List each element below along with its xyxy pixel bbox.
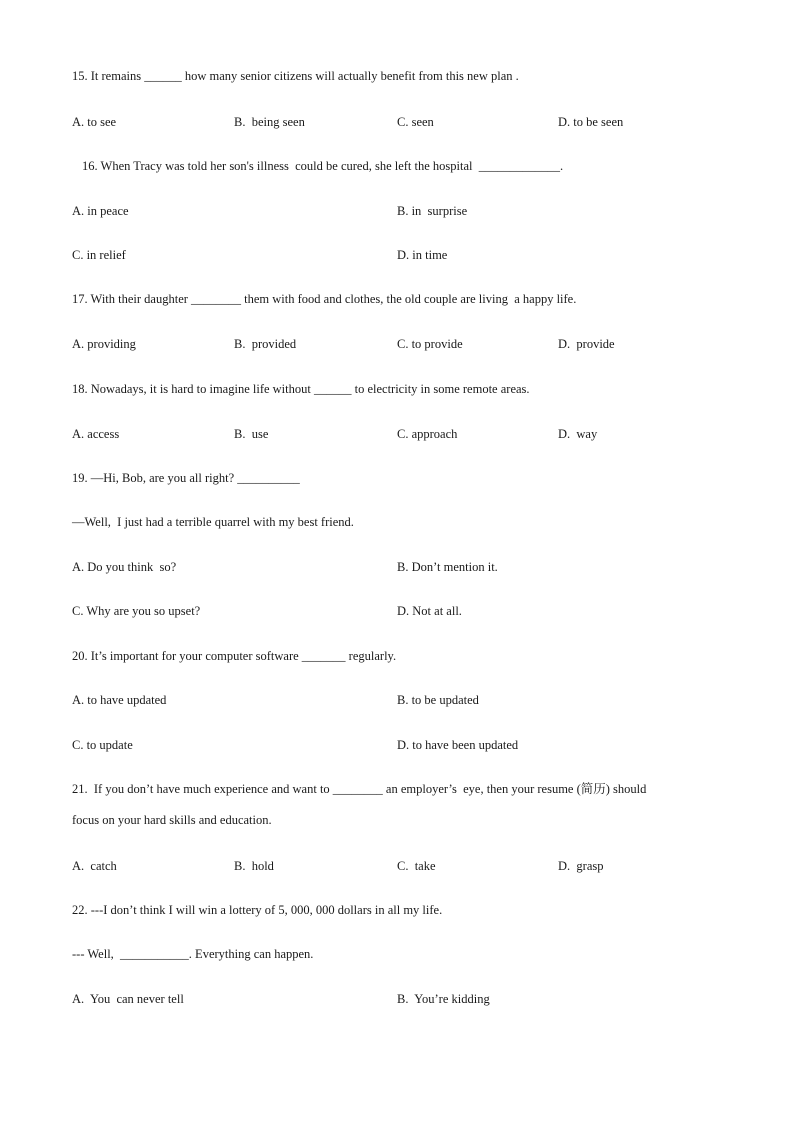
question-17-option-a[interactable]: A. providing <box>72 337 136 351</box>
question-22-option-b[interactable]: B. You’re kidding <box>397 992 490 1006</box>
question-16-option-d[interactable]: D. in time <box>397 248 448 262</box>
question-16-option-b[interactable]: B. in surprise <box>397 204 468 218</box>
question-19-option-c[interactable]: C. Why are you so upset? <box>72 604 201 618</box>
question-21-option-a[interactable]: A. catch <box>72 859 117 873</box>
question-18-option-c[interactable]: C. approach <box>397 427 458 441</box>
question-22-stem: 22. ---I don’t think I will win a lottery of 5, 000, 000 dollars in all my life. <box>72 903 443 917</box>
question-16-option-a[interactable]: A. in peace <box>72 204 129 218</box>
question-15-option-b[interactable]: B. being seen <box>234 115 305 129</box>
question-20-option-a[interactable]: A. to have updated <box>72 693 167 707</box>
question-17-option-b[interactable]: B. provided <box>234 337 297 351</box>
question-17-option-c[interactable]: C. to provide <box>397 337 463 351</box>
question-21-stem: 21. If you don’t have much experience and want to ________ an employer’s eye, then your resume (简历) should <box>72 782 647 796</box>
question-15-option-a[interactable]: A. to see <box>72 115 117 129</box>
question-19-option-d[interactable]: D. Not at all. <box>397 604 462 618</box>
question-16-option-c[interactable]: C. in relief <box>72 248 126 262</box>
question-20-option-b[interactable]: B. to be updated <box>397 693 479 707</box>
question-16-stem: 16. When Tracy was told her son's illness could be cured, she left the hospital _____________. <box>82 159 564 173</box>
question-22-reply: --- Well, ___________. Everything can happen. <box>72 947 314 961</box>
question-21-stem-continued: focus on your hard skills and education. <box>72 813 272 827</box>
question-19-option-a[interactable]: A. Do you think so? <box>72 560 177 574</box>
question-15-option-d[interactable]: D. to be seen <box>558 115 624 129</box>
question-18-option-b[interactable]: B. use <box>234 427 269 441</box>
question-18-option-a[interactable]: A. access <box>72 427 120 441</box>
question-17-stem: 17. With their daughter ________ them with food and clothes, the old couple are living a happy life. <box>72 292 577 306</box>
question-20-option-d[interactable]: D. to have been updated <box>397 738 519 752</box>
question-15-stem: 15. It remains ______ how many senior citizens will actually benefit from this new plan . <box>72 69 519 83</box>
question-17-option-d[interactable]: D. provide <box>558 337 615 351</box>
question-18-stem: 18. Nowadays, it is hard to imagine life without ______ to electricity in some remote areas. <box>72 382 530 396</box>
question-22-option-a[interactable]: A. You can never tell <box>72 992 184 1006</box>
question-18-option-d[interactable]: D. way <box>558 427 598 441</box>
question-21-option-b[interactable]: B. hold <box>234 859 274 873</box>
question-21-option-d[interactable]: D. grasp <box>558 859 604 873</box>
question-19-option-b[interactable]: B. Don’t mention it. <box>397 560 498 574</box>
question-20-option-c[interactable]: C. to update <box>72 738 133 752</box>
question-21-option-c[interactable]: C. take <box>397 859 436 873</box>
question-19-stem: 19. —Hi, Bob, are you all right? __________ <box>72 471 300 485</box>
question-20-stem: 20. It’s important for your computer software _______ regularly. <box>72 649 397 663</box>
question-19-reply: —Well, I just had a terrible quarrel with my best friend. <box>72 515 354 529</box>
question-15-option-c[interactable]: C. seen <box>397 115 434 129</box>
